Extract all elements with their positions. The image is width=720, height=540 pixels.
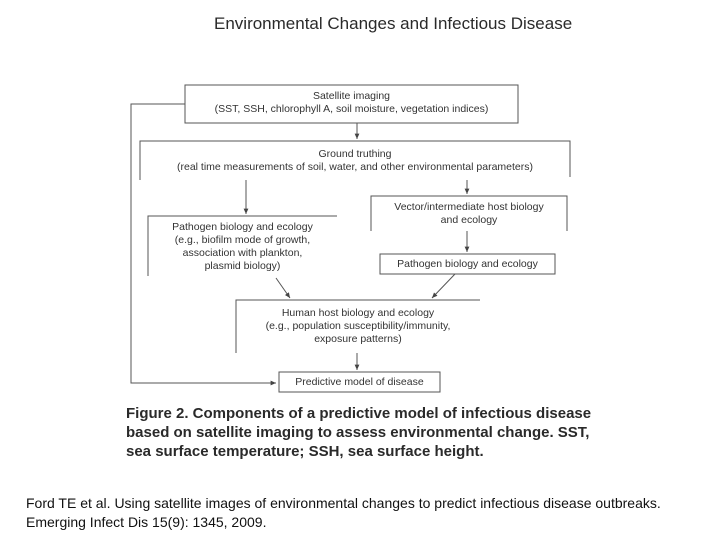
pathogen-left-line2: (e.g., biofilm mode of growth,	[174, 234, 311, 246]
predictive-title: Predictive model of disease	[295, 376, 424, 388]
satellite-title: Satellite imaging	[312, 90, 391, 102]
caption-label: Figure 2.	[126, 405, 189, 422]
ground-detail: (real time measurements of soil, water, and other environmental parameters)	[177, 161, 533, 173]
vector-node	[371, 201, 567, 227]
arrow-pathogenr-human	[432, 274, 455, 298]
human-title: Human host biology and ecology	[281, 307, 435, 319]
pathogen-left-node	[148, 221, 337, 273]
predictive-node	[279, 376, 440, 389]
page-title: Environmental Changes and Infectious Disease	[214, 14, 573, 33]
human-line2: (e.g., population susceptibility/immunity,	[265, 320, 451, 332]
pathogen-left-line3: association with plankton,	[182, 247, 303, 259]
figure-caption	[126, 404, 596, 461]
caption-text: Components of a predictive model of infectious disease based on satellite imaging to assess environmental change. SST, sea surface temperature; SSH, sea surface height.	[126, 405, 592, 460]
ground-title: Ground truthing	[318, 148, 392, 160]
pathogen-right-node	[380, 258, 555, 271]
pathogen-right-title: Pathogen biology and ecology	[397, 258, 538, 270]
satellite-node	[185, 90, 518, 116]
vector-title: Vector/intermediate host biology	[394, 201, 544, 213]
arrow-pathogen-human	[276, 278, 290, 298]
vector-detail: and ecology	[440, 214, 498, 226]
pathogen-left-title: Pathogen biology and ecology	[172, 221, 313, 233]
human-line3: exposure patterns)	[314, 333, 402, 345]
pathogen-left-line4: plasmid biology)	[204, 260, 281, 272]
human-node	[236, 307, 480, 346]
satellite-detail: (SST, SSH, chlorophyll A, soil moisture, vegetation indices)	[214, 103, 489, 115]
ground-node	[140, 148, 570, 174]
citation: Ford TE et al. Using satellite images of environmental changes to predict infectious disease outbreaks. Emerging Infect Dis 15(9): 1345, 2009.	[26, 495, 661, 530]
